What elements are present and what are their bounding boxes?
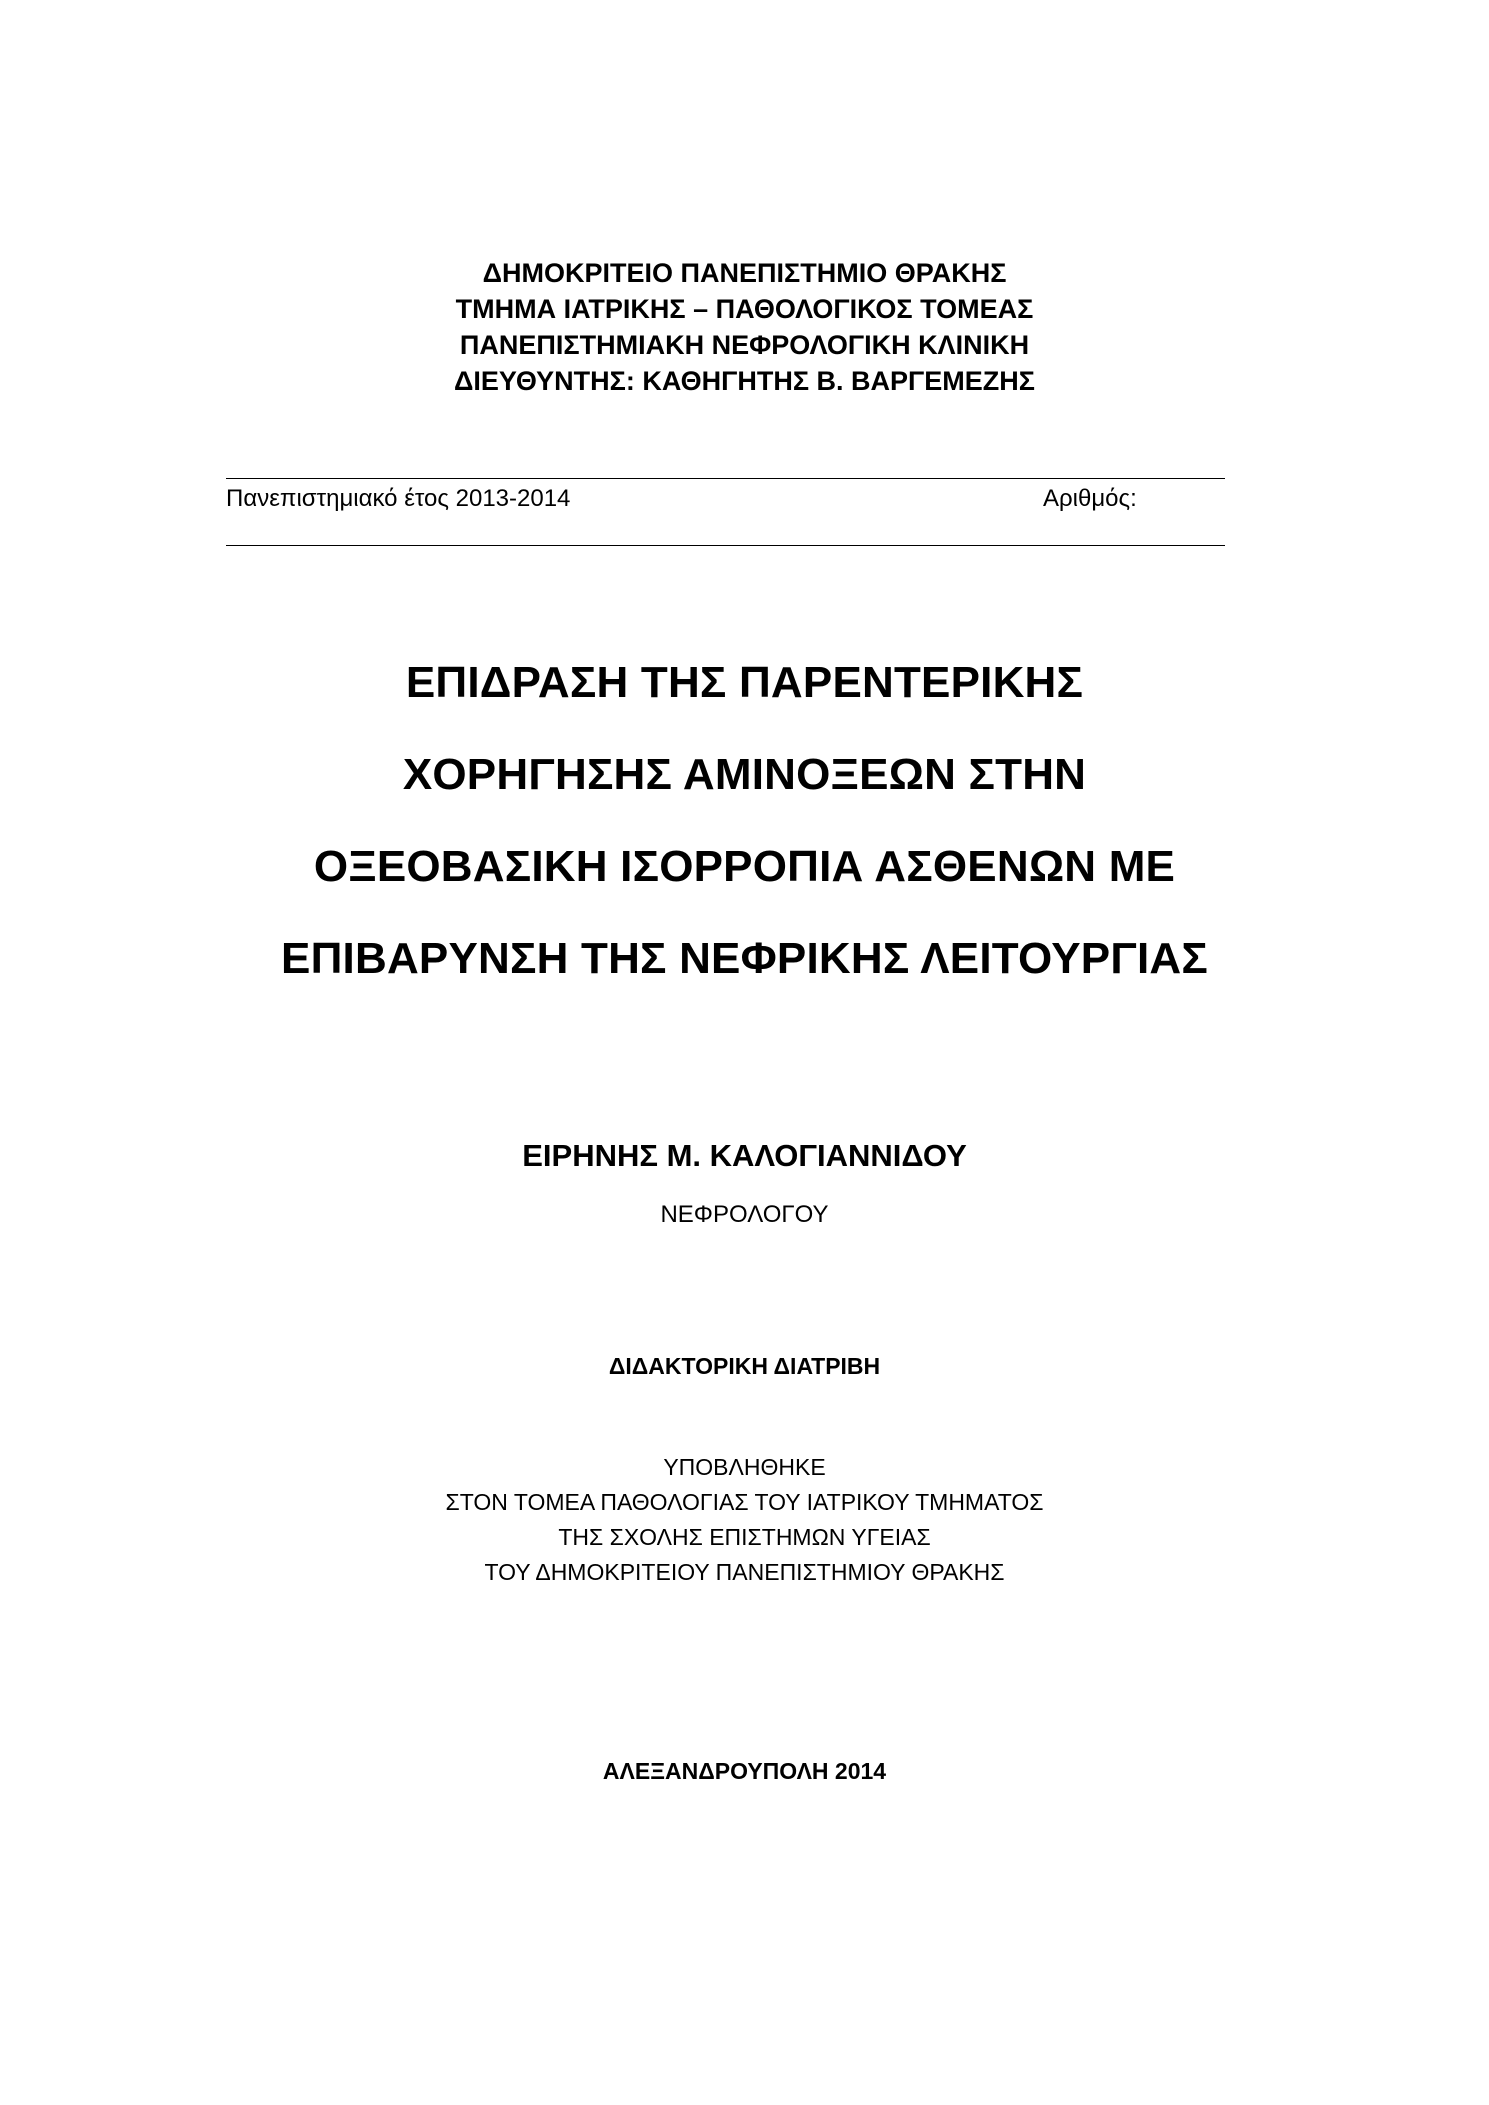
submission-line: ΤΗΣ ΣΧΟΛΗΣ ΕΠΙΣΤΗΜΩΝ ΥΓΕΙΑΣ: [558, 1524, 931, 1550]
author-name: ΕΙΡΗΝΗΣ Μ. ΚΑΛΟΓΙΑΝΝΙΔΟΥ: [522, 1138, 967, 1173]
thesis-title: [0, 637, 1489, 1005]
bottom-divider: [226, 545, 1225, 546]
title-line: ΕΠΙΒΑΡΥΝΣΗ ΤΗΣ ΝΕΦΡΙΚΗΣ ΛΕΙΤΟΥΡΓΙΑΣ: [281, 934, 1208, 983]
submission-line: ΥΠΟΒΛΗΘΗΚΕ: [663, 1454, 826, 1480]
top-divider: [226, 478, 1225, 479]
director-line: ΔΙΕΥΘΥΝΤΗΣ: ΚΑΘΗΓΗΤΗΣ Β. ΒΑΡΓΕΜΕΖΗΣ: [454, 366, 1035, 396]
title-line: ΕΠΙΔΡΑΣΗ ΤΗΣ ΠΑΡΕΝΤΕΡΙΚΗΣ: [405, 658, 1084, 707]
author-specialty: ΝΕΦΡΟΛΟΓΟΥ: [660, 1201, 829, 1228]
document-type: ΔΙΔΑΚΤΟΡΙΚΗ ΔΙΑΤΡΙΒΗ: [608, 1353, 881, 1379]
submission-line: ΤΟΥ ΔΗΜΟΚΡΙΤΕΙΟΥ ΠΑΝΕΠΙΣΤΗΜΙΟΥ ΘΡΑΚΗΣ: [484, 1559, 1005, 1585]
department-name: ΤΜΗΜΑ ΙΑΤΡΙΚΗΣ – ΠΑΘΟΛΟΓΙΚΟΣ ΤΟΜΕΑΣ: [455, 294, 1034, 324]
academic-year: Πανεπιστημιακό έτος 2013-2014: [226, 485, 571, 512]
university-name: ΔΗΜΟΚΡΙΤΕΙΟ ΠΑΝΕΠΙΣΤΗΜΙΟ ΘΡΑΚΗΣ: [482, 258, 1007, 288]
submission-line: ΣΤΟΝ ΤΟΜΕΑ ΠΑΘΟΛΟΓΙΑΣ ΤΟΥ ΙΑΤΡΙΚΟΥ ΤΜΗΜΑΤΟΣ: [445, 1489, 1044, 1515]
place-and-year: ΑΛΕΞΑΝΔΡΟΥΠΟΛΗ 2014: [602, 1758, 887, 1784]
submission-statement: [0, 1450, 1489, 1590]
number-label: Αριθμός:: [1043, 485, 1137, 512]
title-line: ΧΟΡΗΓΗΣΗΣ ΑΜΙΝΟΞΕΩΝ ΣΤΗΝ: [402, 750, 1087, 799]
institution-header: [0, 255, 1489, 399]
title-line: ΟΞΕΟΒΑΣΙΚΗ ΙΣΟΡΡΟΠΙΑ ΑΣΘΕΝΩΝ ΜΕ: [313, 842, 1176, 891]
clinic-name: ΠΑΝΕΠΙΣΤΗΜΙΑΚΗ ΝΕΦΡΟΛΟΓΙΚΗ ΚΛΙΝΙΚΗ: [459, 330, 1030, 360]
